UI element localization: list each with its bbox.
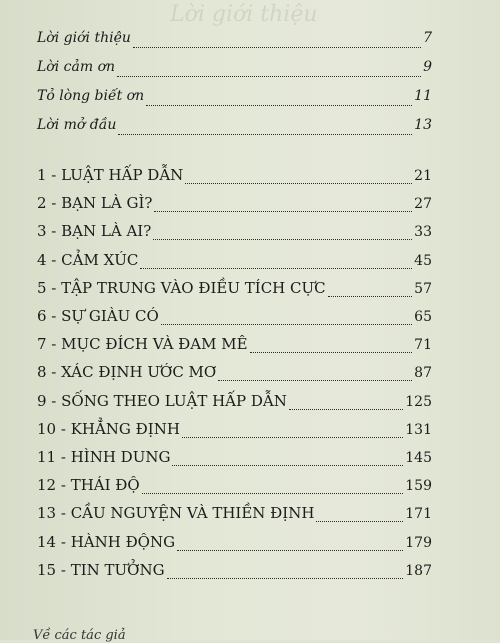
cut-off-entry: Về các tác giả — [33, 628, 126, 643]
toc-entry — [37, 533, 432, 555]
toc-page-number: 65 — [414, 309, 432, 325]
toc-entry — [37, 117, 432, 139]
toc-entry-title: 6 - SỰ GIÀU CÓ — [37, 307, 159, 325]
toc-entry — [37, 307, 432, 329]
toc-entry-title: Lời mở đầu — [37, 117, 117, 133]
toc-entry-title: Lời cảm ơn — [37, 59, 116, 75]
dot-leader — [185, 182, 412, 184]
toc-page-number: 87 — [414, 365, 432, 382]
toc-entry — [37, 448, 432, 470]
dot-leader — [161, 323, 412, 325]
toc-entry-title: 7 - MỤC ĐÍCH VÀ ĐAM MÊ — [37, 335, 248, 354]
toc-entry — [37, 561, 432, 583]
toc-page-number: 57 — [414, 280, 432, 297]
toc-page-number: 7 — [423, 30, 432, 46]
toc-entry-title: 3 - BẠN LÀ AI? — [37, 222, 152, 241]
toc-page-number: 159 — [405, 478, 432, 495]
toc-entry-title: 10 - KHẲNG ĐỊNH — [37, 419, 180, 438]
toc-entry-title: 8 - XÁC ĐỊNH ƯỚC MƠ — [37, 363, 217, 382]
toc-entry-title: 1 - LUẬT HẤP DẪN — [37, 166, 184, 184]
toc-page-number: 33 — [414, 224, 432, 241]
toc-entry-title: 4 - CẢM XÚC — [37, 250, 139, 269]
toc-entry — [37, 194, 432, 216]
dot-leader — [146, 104, 412, 106]
dot-leader — [142, 492, 404, 494]
toc-entry — [37, 476, 432, 498]
dot-leader — [153, 238, 412, 240]
dot-leader — [328, 295, 413, 297]
toc-page-number: 145 — [405, 450, 432, 466]
toc-page-number: 13 — [414, 117, 432, 133]
dot-leader — [289, 408, 403, 410]
toc-entry-title: 14 - HÀNH ĐỘNG — [37, 532, 176, 551]
toc-page-number: 9 — [423, 59, 432, 75]
dot-leader — [177, 549, 403, 551]
dot-leader — [118, 133, 412, 135]
dot-leader — [154, 210, 412, 212]
toc-page-number: 171 — [405, 506, 432, 523]
toc-page-number: 45 — [414, 252, 432, 269]
toc-entry — [37, 59, 432, 81]
toc-entry — [37, 363, 432, 385]
toc-entry-title: 2 - BẠN LÀ GÌ? — [37, 194, 153, 213]
toc-page-number: 125 — [405, 393, 432, 410]
toc-entry — [37, 88, 432, 110]
toc-entry — [37, 251, 432, 273]
toc-page-number: 21 — [414, 168, 432, 184]
dot-leader — [117, 75, 421, 77]
toc-entry — [37, 392, 432, 414]
toc-entry-title: Tỏ lòng biết ơn — [37, 88, 145, 104]
toc-entry-title: 13 - CẦU NGUYỆN VÀ THIỀN ĐỊNH — [37, 504, 315, 523]
toc-entry — [37, 279, 432, 301]
toc-entry — [37, 335, 432, 357]
dot-leader — [218, 379, 412, 381]
bleed-through-title: Lời giới thiệu — [170, 2, 318, 27]
toc-entry-title: 5 - TẬP TRUNG VÀO ĐIỀU TÍCH CỰC — [37, 278, 326, 297]
toc-page-number: 11 — [414, 88, 432, 104]
dot-leader — [250, 351, 413, 353]
toc-page-number: 27 — [414, 196, 432, 213]
toc-entry — [37, 420, 432, 442]
toc-page-number: 179 — [405, 534, 432, 551]
toc-page-number: 187 — [405, 562, 432, 579]
toc-entry-title: Lời giới thiệu — [37, 30, 131, 46]
dot-leader — [316, 520, 403, 522]
toc-page-number: 131 — [405, 421, 432, 438]
toc-entry — [37, 222, 432, 244]
dot-leader — [167, 577, 404, 579]
dot-leader — [182, 436, 403, 438]
toc-entry-title: 15 - TIN TƯỞNG — [37, 560, 165, 579]
toc-entry-title: 9 - SỐNG THEO LUẬT HẤP DẪN — [37, 391, 287, 410]
dot-leader — [133, 46, 421, 48]
dot-leader — [140, 267, 412, 269]
toc-entry — [37, 30, 432, 52]
toc-entry — [37, 166, 432, 188]
dot-leader — [172, 464, 403, 466]
toc-entry — [37, 504, 432, 526]
toc-entry-title: 12 - THÁI ĐỘ — [37, 476, 140, 495]
toc-entry-title: 11 - HÌNH DUNG — [37, 448, 171, 466]
toc-page-number: 71 — [414, 337, 432, 354]
